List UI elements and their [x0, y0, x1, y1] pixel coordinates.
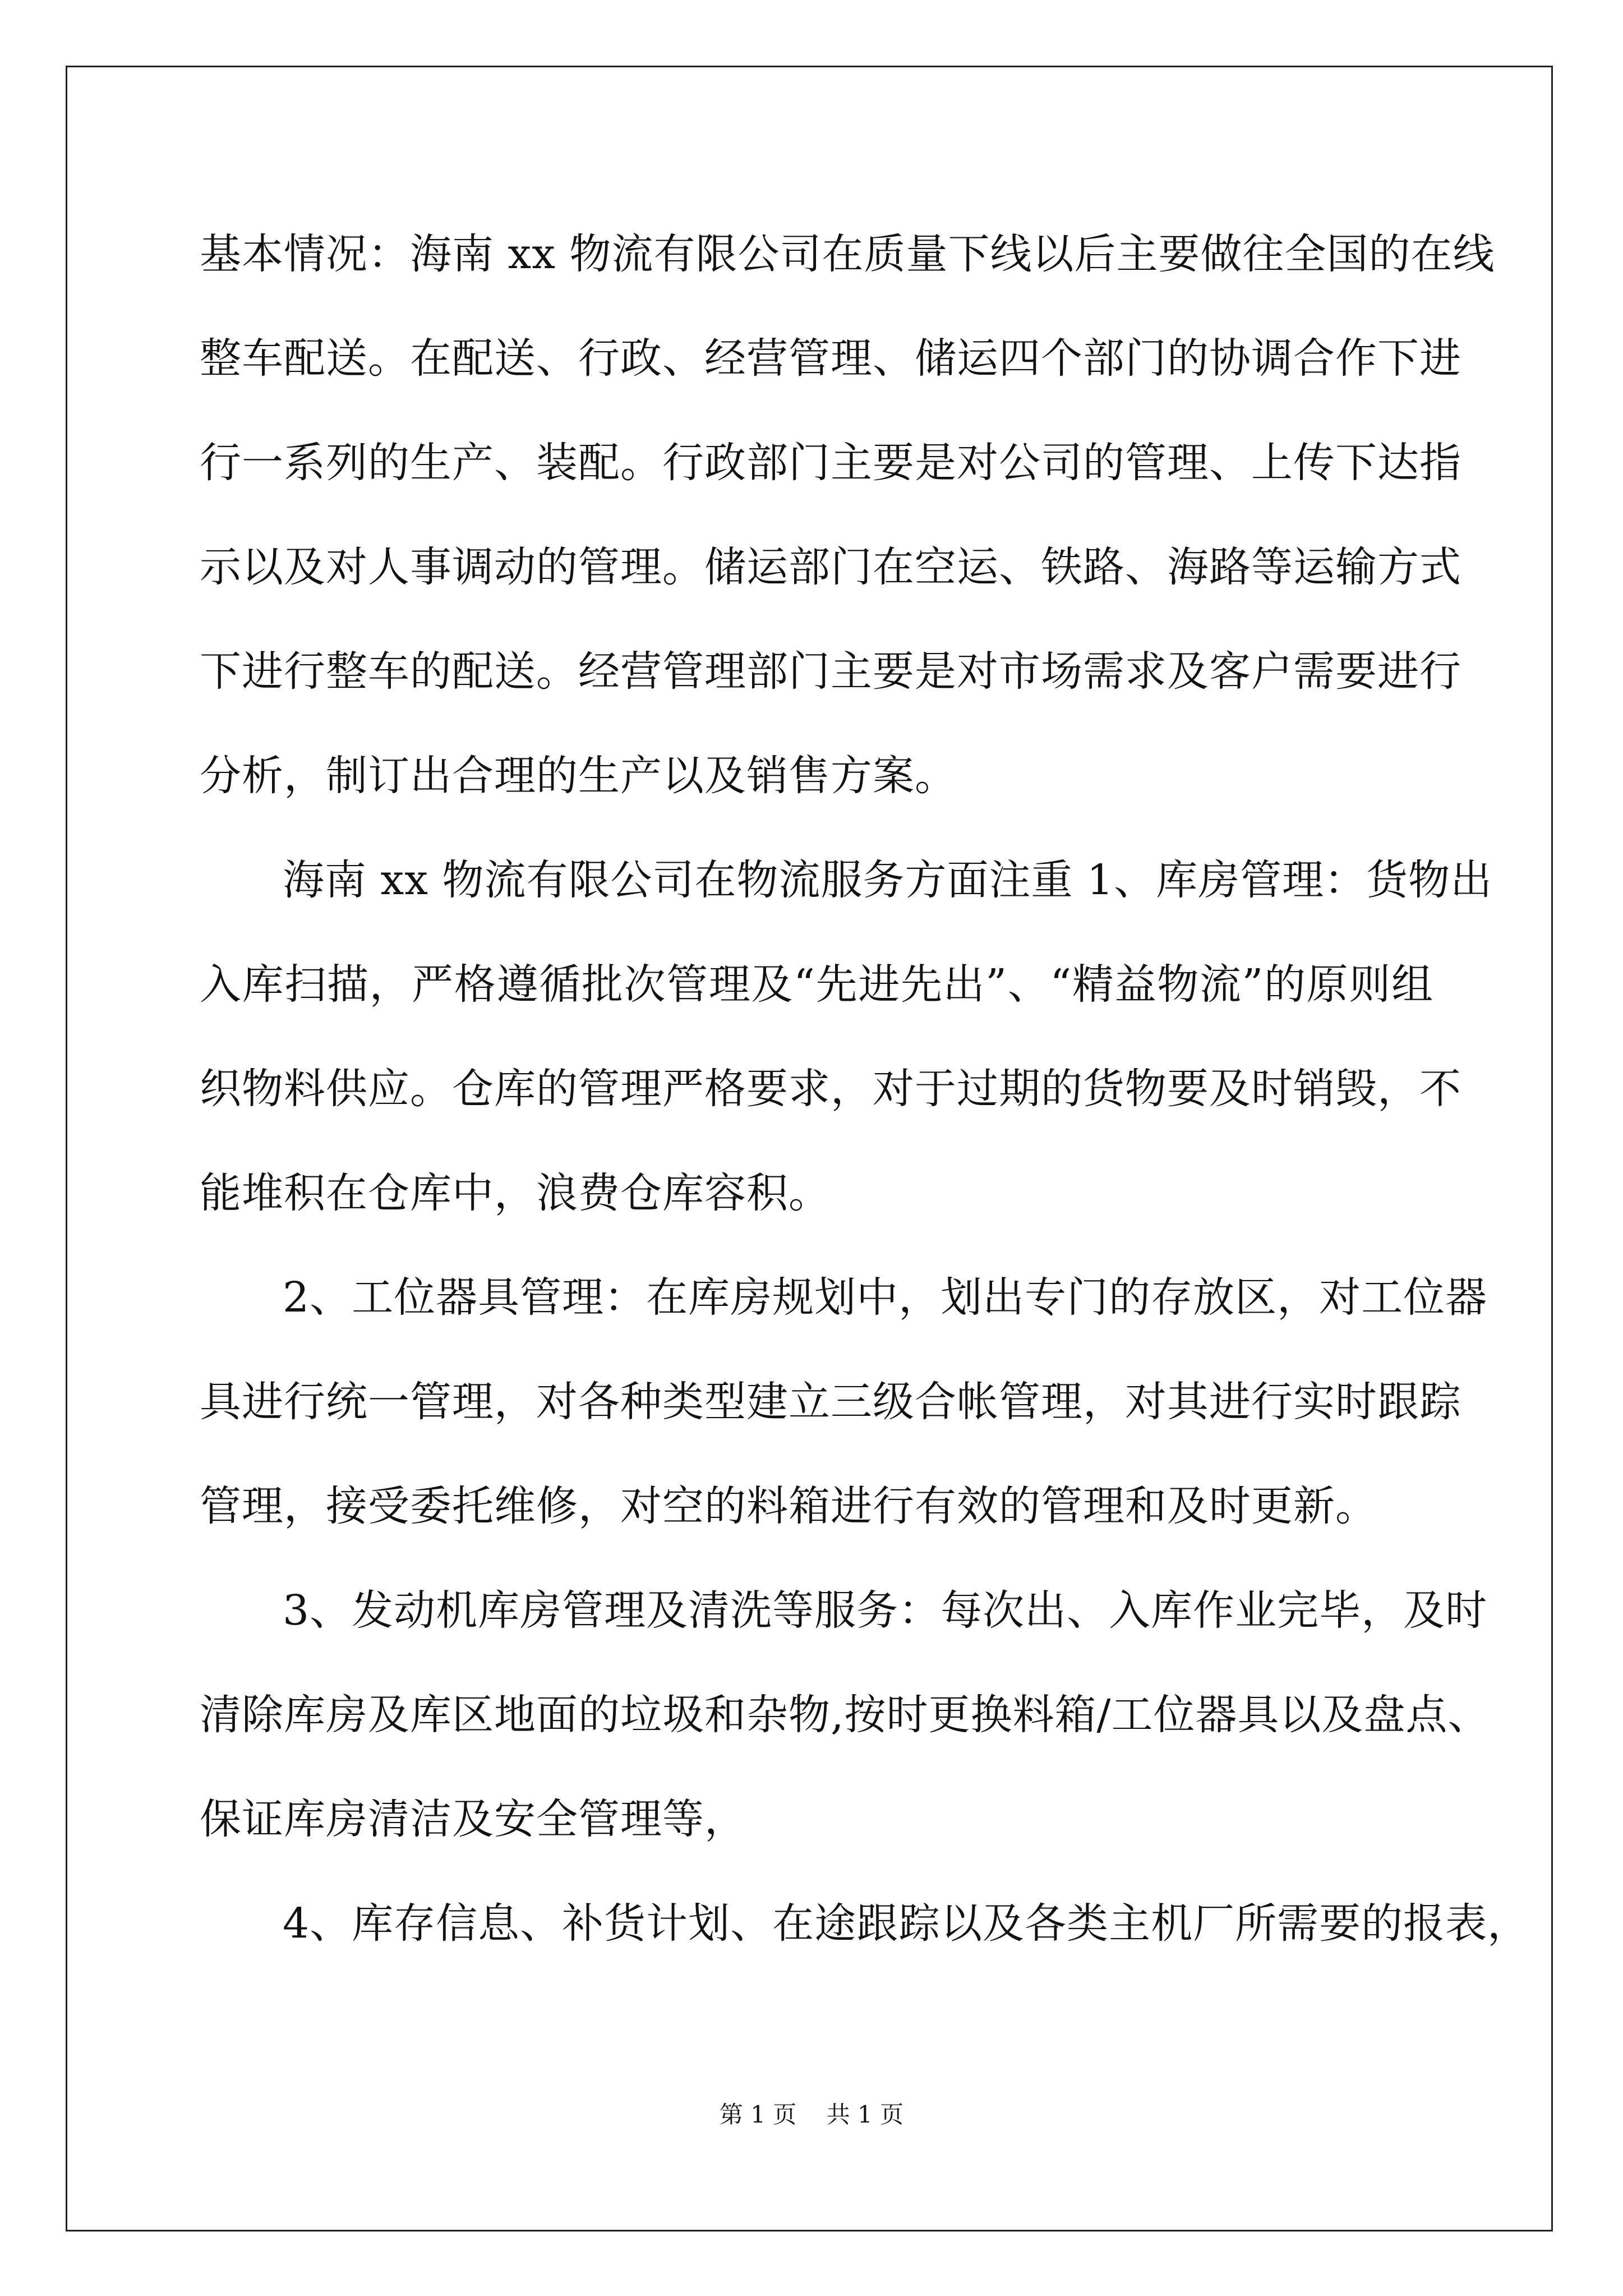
body-line: 具进行统一管理，对各种类型建立三级合帐管理，对其进行实时跟踪	[200, 1378, 1461, 1426]
body-line: 3、发动机库房管理及清洗等服务：每次出、入库作业完毕，及时	[283, 1586, 1488, 1635]
body-line: 管理，接受委托维修，对空的料箱进行有效的管理和及时更新。	[200, 1482, 1377, 1530]
body-line: 整车配送。在配送、行政、经营管理、储运四个部门的协调合作下进	[200, 334, 1461, 383]
body-line: 入库扫描，严格遵循批次管理及“先进先出”、“精益物流”的原则组	[200, 960, 1433, 1009]
page-footer	[0, 2098, 1623, 2132]
body-line: 4、库存信息、补货计划、在途跟踪以及各类主机厂所需要的报表，	[283, 1899, 1530, 1948]
document-body	[200, 202, 1530, 1976]
body-line: 基本情况：海南 xx 物流有限公司在质量下线以后主要做往全国的在线	[200, 230, 1495, 278]
body-line: 下进行整车的配送。经营管理部门主要是对市场需求及客户需要进行	[200, 647, 1461, 696]
body-line: 示以及对人事调动的管理。储运部门在空运、铁路、海路等运输方式	[200, 543, 1461, 591]
page-number: 第 1 页	[719, 2101, 797, 2128]
body-line: 织物料供应。仓库的管理严格要求，对于过期的货物要及时销毁，不	[200, 1065, 1461, 1113]
body-line: 保证库房清洁及安全管理等，	[200, 1795, 746, 1843]
body-line: 海南 xx 物流有限公司在物流服务方面注重 1、库房管理：货物出	[283, 856, 1493, 904]
page-total: 共 1 页	[826, 2101, 904, 2128]
body-line: 行一系列的生产、装配。行政部门主要是对公司的管理、上传下达指	[200, 439, 1461, 487]
body-line: 2、工位器具管理：在库房规划中，划出专门的存放区，对工位器	[283, 1273, 1488, 1322]
body-line: 分析，制订出合理的生产以及销售方案。	[200, 752, 957, 800]
body-line: 清除库房及库区地面的垃圾和杂物,按时更换料箱/工位器具以及盘点、	[200, 1691, 1490, 1739]
body-line: 能堆积在仓库中，浪费仓库容积。	[200, 1169, 831, 1217]
